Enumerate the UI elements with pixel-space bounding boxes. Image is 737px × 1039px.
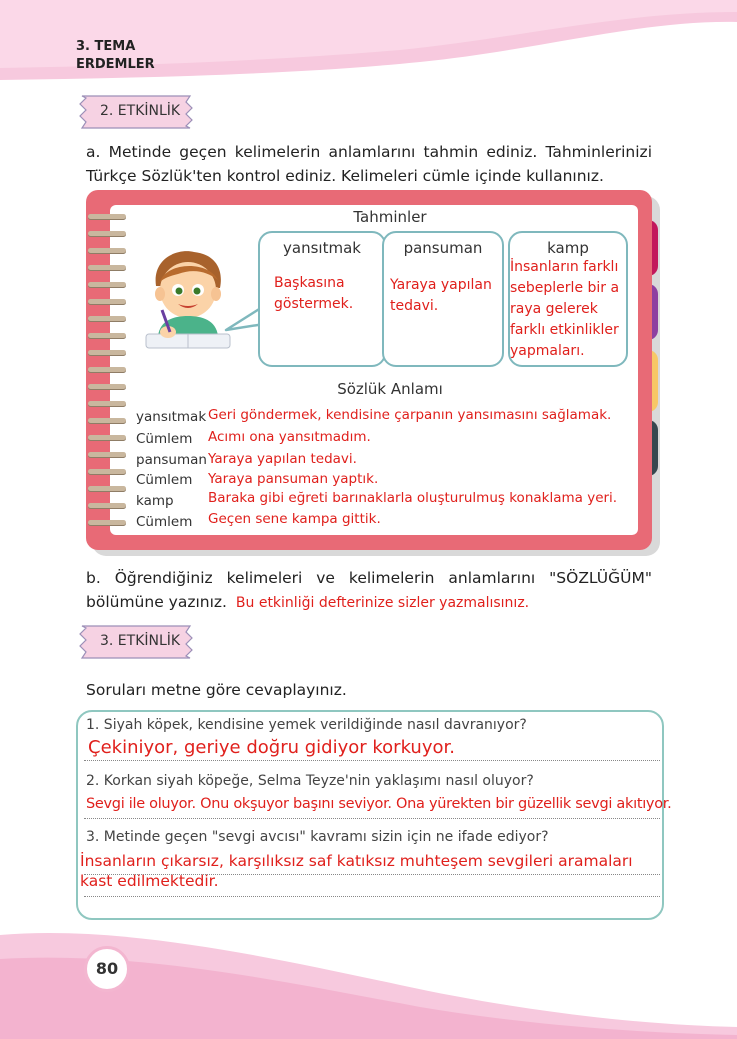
dictionary-title: Sözlük Anlamı bbox=[337, 380, 443, 398]
activity2-badge bbox=[74, 92, 198, 132]
answer-line-1 bbox=[84, 760, 660, 761]
dict-label-pansuman: pansuman bbox=[136, 452, 207, 468]
question-2: 2. Korkan siyah köpeğe, Selma Teyze'nin yaklaşımı nasıl oluyor? bbox=[86, 773, 534, 789]
dict-value-kamp: Baraka gibi eğreti barınaklarla oluşturulmuş konaklama yeri. bbox=[208, 490, 618, 506]
theme-number: 3. TEMA bbox=[76, 39, 136, 54]
instruction-b-text: b. Öğrendiğiniz kelimeleri ve kelimelerin anlamlarını "SÖZLÜĞÜM" bölümüne yazınız. bbox=[86, 569, 652, 611]
answer-2: Sevgi ile oluyor. Onu okşuyor başını seviyor. Ona yürekten bir güzellik sevgi akıtıyor. bbox=[86, 796, 672, 812]
question-1: 1. Siyah köpek, kendisine yemek verildiğinde nasıl davranıyor? bbox=[86, 717, 527, 733]
guess-box-yansitmak bbox=[258, 231, 386, 367]
activity3-badge-label: 3. ETKİNLİK bbox=[100, 633, 181, 649]
dict-label-kamp: kamp bbox=[136, 493, 174, 509]
activity2-instruction: a. Metinde geçen kelimelerin anlamlarını tahmin ediniz. Tahminlerinizi Türkçe Sözlük'ten kontrol ediniz. Kelimeleri cümle içinde kullanınız. bbox=[86, 143, 652, 185]
activity2-instruction-b bbox=[86, 566, 652, 615]
notebook-spiral bbox=[88, 214, 128, 534]
guess-word: kamp bbox=[547, 239, 589, 257]
dict-label-cumlem-3: Cümlem bbox=[136, 514, 193, 530]
dict-label-cumlem-1: Cümlem bbox=[136, 431, 193, 447]
dict-value-cumlem-3: Geçen sene kampa gittik. bbox=[208, 511, 381, 527]
guess-box-kamp bbox=[508, 231, 628, 367]
activity3-badge bbox=[74, 622, 198, 662]
answer-1: Çekiniyor, geriye doğru gidiyor korkuyor. bbox=[88, 737, 455, 758]
dict-label-cumlem-2: Cümlem bbox=[136, 472, 193, 488]
dict-value-pansuman: Yaraya yapılan tedavi. bbox=[208, 451, 357, 467]
dict-value-yansitmak: Geri göndermek, kendisine çarpanın yansımasını sağlamak. bbox=[208, 407, 612, 423]
guess-answer: Başkasına göstermek. bbox=[274, 275, 354, 312]
answer-line-3b bbox=[84, 896, 660, 897]
answer-line-3a bbox=[84, 874, 660, 875]
answer-3: İnsanların çıkarsız, karşılıksız saf katıksız muhteşem sevgileri aramaları kast edilmektedir. bbox=[80, 852, 633, 890]
theme-title bbox=[76, 38, 155, 74]
dict-value-cumlem-1: Acımı ona yansıtmadım. bbox=[208, 429, 371, 445]
guess-answer: Yaraya yapılan tedavi. bbox=[390, 277, 492, 314]
guess-box-pansuman bbox=[382, 231, 504, 367]
activity2-badge-label: 2. ETKİNLİK bbox=[100, 103, 181, 119]
question-3: 3. Metinde geçen "sevgi avcısı" kavramı sizin için ne ifade ediyor? bbox=[86, 829, 549, 845]
guess-answer: İnsanların farklı sebeplerle bir a raya gelerek farklı etkinlikler yapmaları. bbox=[510, 259, 620, 359]
activity3-instruction: Soruları metne göre cevaplayınız. bbox=[86, 681, 347, 699]
instruction-b-answer: Bu etkinliği defterinize sizler yazmalısınız. bbox=[235, 595, 530, 611]
guess-word: pansuman bbox=[403, 239, 483, 257]
dict-label-yansitmak: yansıtmak bbox=[136, 409, 207, 425]
answer-line-2 bbox=[84, 818, 660, 819]
page-number: 80 bbox=[84, 946, 130, 992]
guesses-title: Tahminler bbox=[353, 208, 427, 226]
dict-value-cumlem-2: Yaraya pansuman yaptık. bbox=[208, 471, 379, 487]
theme-name: ERDEMLER bbox=[76, 57, 155, 72]
guess-word: yansıtmak bbox=[283, 239, 361, 257]
